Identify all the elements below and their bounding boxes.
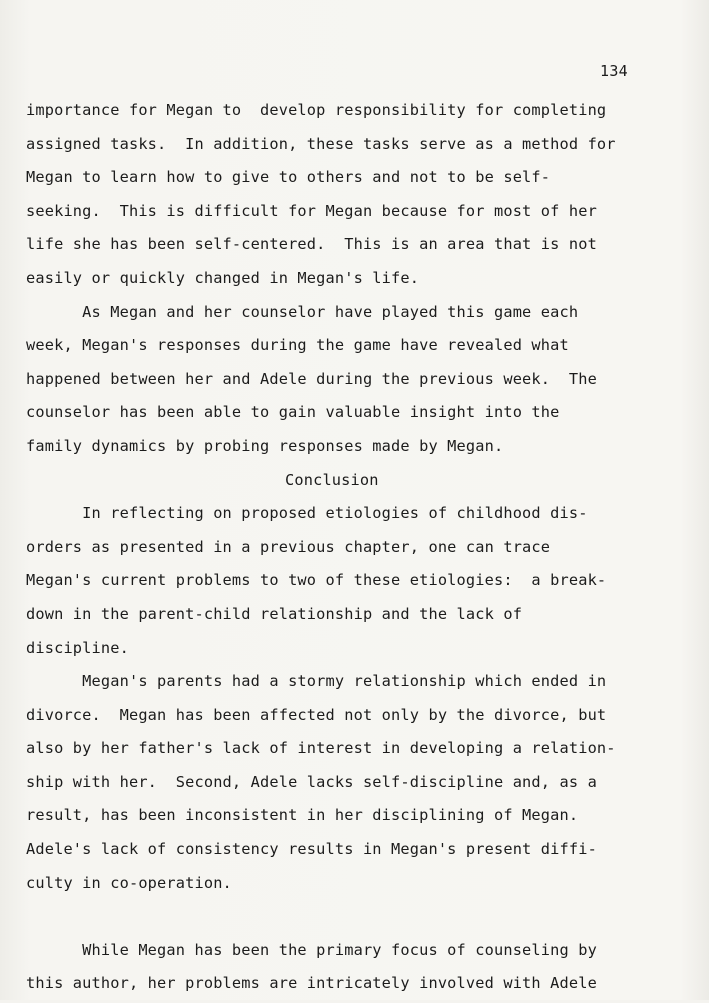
text-line: also by her father's lack of interest in developing a relation- xyxy=(26,739,616,758)
text-line: result, has been inconsistent in her disciplining of Megan. xyxy=(26,806,579,825)
text-line: As Megan and her counselor have played this game each xyxy=(26,302,579,321)
text-line: counselor has been able to gain valuable insight into the xyxy=(26,403,560,422)
text-line: ship with her. Second, Adele lacks self-discipline and, as a xyxy=(26,772,597,791)
text-line: easily or quickly changed in Megan's life. xyxy=(26,268,420,287)
text-line: Megan's current problems to two of these etiologies: a break- xyxy=(26,571,607,590)
text-line: orders as presented in a previous chapter, one can trace xyxy=(26,537,551,556)
blank-line xyxy=(26,902,676,936)
text-line: Adele's lack of consistency results in Megan's present diffi- xyxy=(26,840,597,859)
page-number: 134 xyxy=(600,62,628,80)
text-line: In reflecting on proposed etiologies of childhood dis- xyxy=(26,504,588,523)
body-text xyxy=(26,96,676,1003)
text-line: happened between her and Adele during the previous week. The xyxy=(26,369,597,388)
text-line: divorce. Megan has been affected not only by the divorce, but xyxy=(26,705,607,724)
text-line: culty in co-operation. xyxy=(26,873,232,892)
text-line: life she has been self-centered. This is an area that is not xyxy=(26,235,597,254)
text-line: this author, her problems are intricately involved with Adele xyxy=(26,974,597,993)
text-line: down in the parent-child relationship and the lack of xyxy=(26,604,523,623)
text-line: importance for Megan to develop responsibility for completing xyxy=(26,101,607,119)
text-line: family dynamics by probing responses made by Megan. xyxy=(26,436,504,455)
text-line: Megan to learn how to give to others and not to be self- xyxy=(26,168,551,187)
section-heading: Conclusion xyxy=(285,470,379,489)
text-line: discipline. xyxy=(26,638,129,657)
text-line: seeking. This is difficult for Megan because for most of her xyxy=(26,201,597,220)
text-line: While Megan has been the primary focus of counseling by xyxy=(26,940,597,959)
text-line: Megan's parents had a stormy relationship which ended in xyxy=(26,672,607,691)
text-line: assigned tasks. In addition, these tasks serve as a method for xyxy=(26,134,616,153)
text-line: week, Megan's responses during the game have revealed what xyxy=(26,336,569,355)
